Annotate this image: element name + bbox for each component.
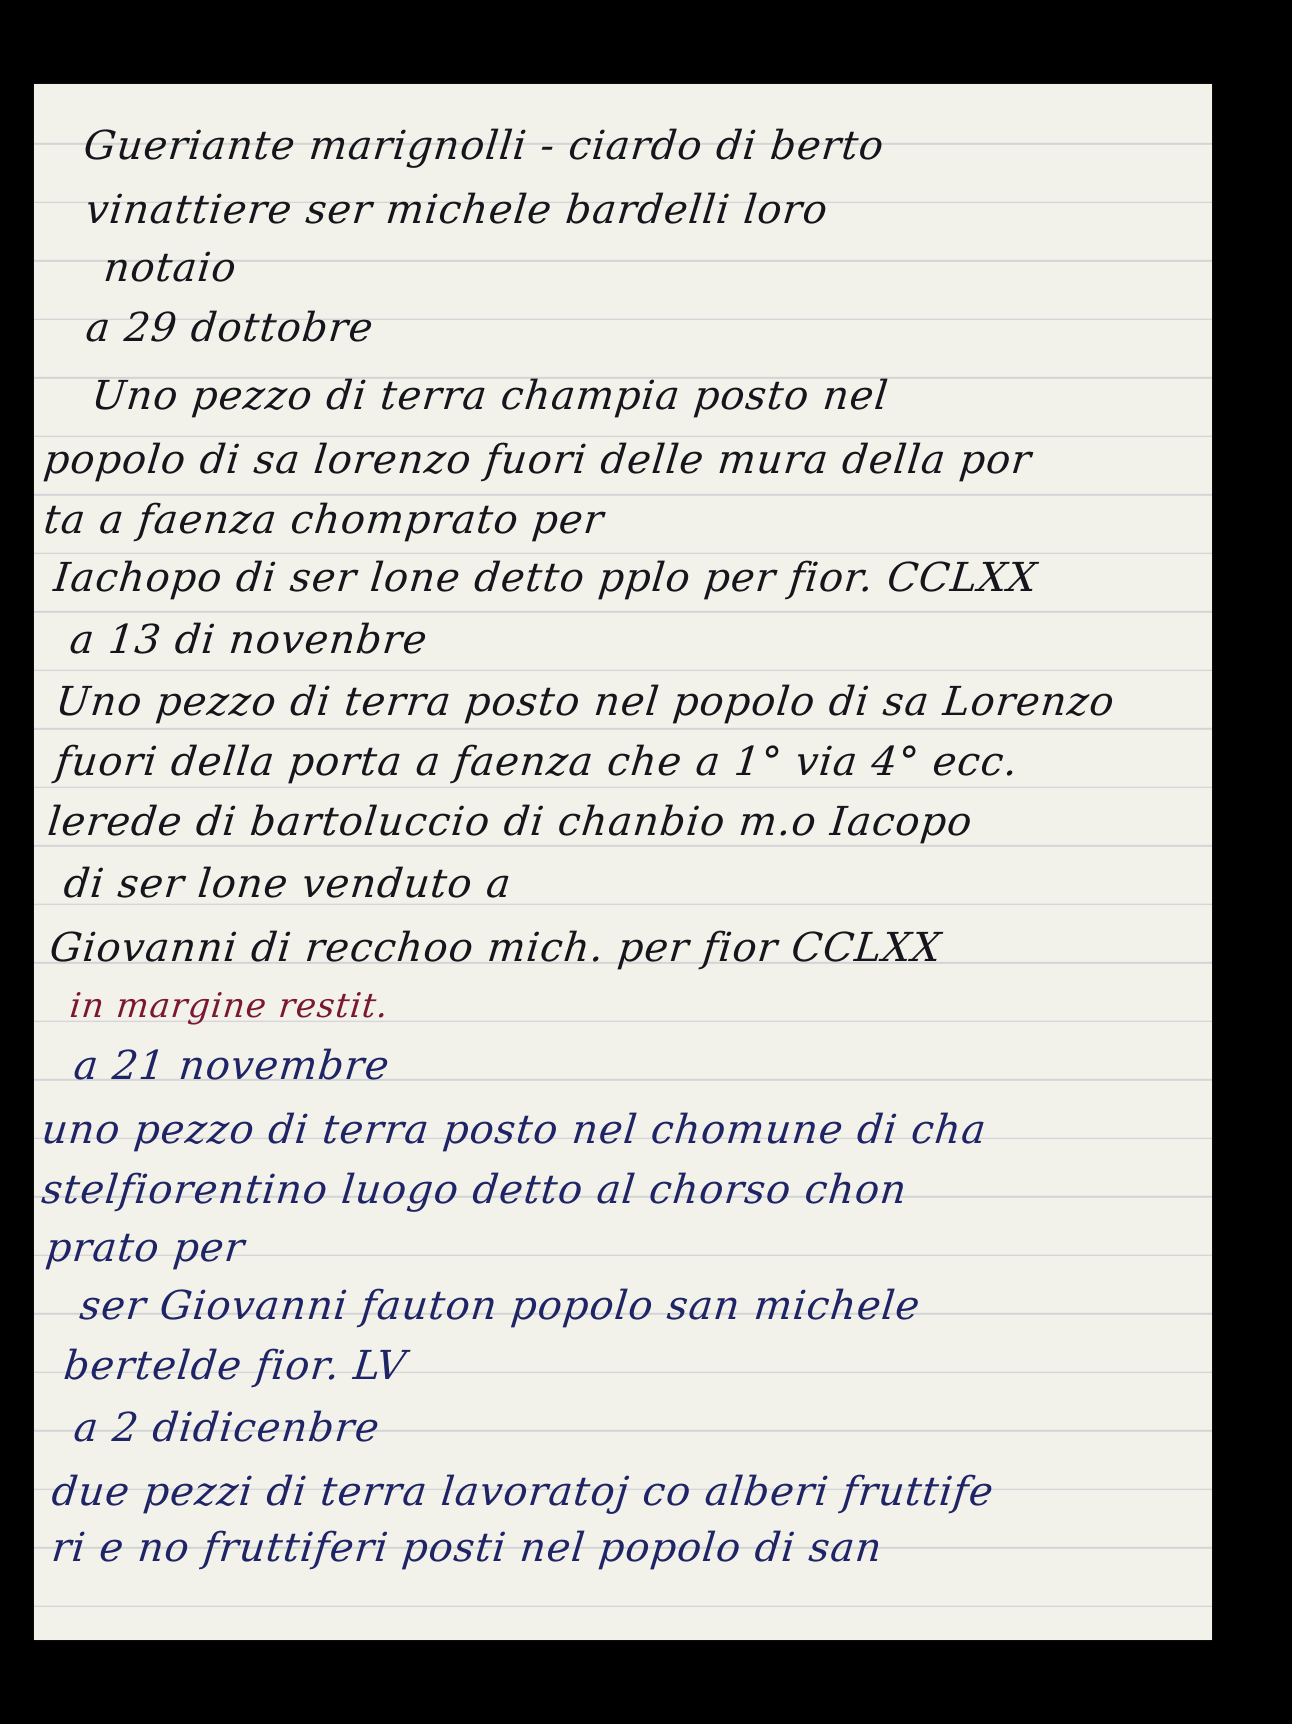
text-line-17: uno pezzo di terra posto nel chomune di cha xyxy=(39,1107,989,1153)
text-line-9: a 13 di novenbre xyxy=(67,617,430,663)
text-line-7: ta a faenza chomprato per xyxy=(41,497,607,543)
manuscript-card xyxy=(34,84,1212,1640)
margin-note: in margine restit. xyxy=(67,986,391,1026)
text-line-20: ser Giovanni fauton popolo san michele xyxy=(77,1283,923,1329)
text-line-10: Uno pezzo di terra posto nel popolo di sa Lorenzo xyxy=(53,679,1118,725)
text-line-19: prato per xyxy=(43,1225,248,1271)
text-line-6: popolo di sa lorenzo fuori delle mura della por xyxy=(41,437,1035,483)
text-line-23: due pezzi di terra lavoratoj co alberi fruttife xyxy=(49,1469,997,1515)
text-line-21: bertelde fior. LV xyxy=(61,1343,409,1389)
text-line-5: Uno pezzo di terra champia posto nel xyxy=(89,373,891,419)
text-line-18: stelfiorentino luogo detto al chorso chon xyxy=(39,1167,910,1213)
text-line-22: a 2 didicenbre xyxy=(71,1405,383,1451)
text-line-14: Giovanni di recchoo mich. per fior CCLXX xyxy=(47,925,944,971)
text-line-8: Iachopo di ser lone detto pplo per fior. CCLXX xyxy=(51,555,1040,601)
text-line-12: lerede di bartoluccio di chanbio m.o Iacopo xyxy=(45,799,975,845)
text-line-16: a 21 novembre xyxy=(71,1043,393,1089)
text-line-2: vinattiere ser michele bardelli loro xyxy=(83,187,831,233)
text-line-13: di ser lone venduto a xyxy=(61,861,514,907)
text-line-1: Gueriante marignolli - ciardo di berto xyxy=(81,123,887,169)
text-line-24: ri e no fruttiferi posti nel popolo di san xyxy=(49,1525,885,1571)
text-line-11: fuori della porta a faenza che a 1° via 4° ecc. xyxy=(53,739,1021,785)
text-line-4: a 29 dottobre xyxy=(83,305,376,351)
text-line-3: notaio xyxy=(101,245,240,291)
